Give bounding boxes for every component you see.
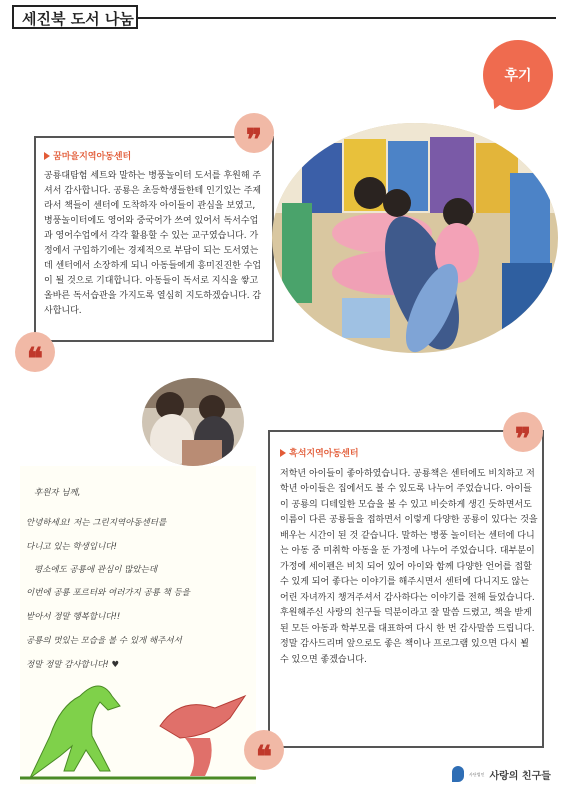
- review-badge: 후기: [483, 40, 553, 110]
- letter-line: 정말 정말 감사합니다! ♥: [26, 660, 120, 670]
- page-title: 세진북 도서 나눔: [12, 5, 138, 29]
- review-text-1: [44, 150, 266, 319]
- review-text-2: [280, 447, 538, 668]
- letter-line: 다니고 있는 학생입니다!: [26, 542, 117, 552]
- brand-text: 사랑의 친구들: [489, 770, 551, 782]
- letter-line: 평소에도 공룡에 관심이 많았는데: [34, 565, 158, 575]
- quote-close-icon: ❞: [234, 113, 274, 153]
- brand-logo: [452, 766, 551, 782]
- handwritten-letter: [20, 466, 256, 784]
- kids-table-photo: [142, 378, 244, 466]
- quote-open-icon: ❝: [15, 332, 55, 372]
- section-body-1: 공룡대탐험 세트와 말하는 병풍놀이터 도서를 후원해 주셔서 감사합니다. 공룡은 초등학생들한테 인기있는 주제라서 책들이 센터에 도착하자 아이들이 관심을 보였고, 병풍놀이터에도 영어와 중국어가 쓰여 있어서 독서수업과 영어수업에서 각각 활용할 수 있는 교구였습니다. 가정에서 구입하기에는 경제적으로 부담이 되는 도서였는데 센터에서 소장하게 되니 아동들에게 흥미진진한 수업이 될 것으로 기대합니다. 아동들이 독서로 지식을 쌓고 올바른 독서습관을 가지도록 열심히 지도하겠습니다. 감사합니다.: [44, 171, 262, 316]
- heart-logo-icon: [452, 766, 464, 782]
- section-title-2: [280, 447, 538, 463]
- section-title-1: [44, 150, 266, 165]
- letter-line: 안녕하세요! 저는 그린지역아동센터를: [26, 518, 167, 528]
- letter-line: 받아서 정말 행복합니다!!: [26, 612, 121, 622]
- children-reading-photo: [272, 123, 558, 353]
- letter-line: 이번에 공룡 포르터와 여러가지 공룡 책 등을: [26, 588, 191, 598]
- letter-line: 공룡의 멋있는 모습을 볼 수 있게 해주셔서: [26, 636, 182, 646]
- quote-close-icon: ❞: [503, 412, 543, 452]
- triangle-icon: [44, 152, 50, 160]
- brand-small-text: 사단법인: [469, 771, 485, 777]
- quote-open-icon: ❝: [244, 730, 284, 770]
- dinosaur-drawing: [20, 666, 256, 784]
- section-title-2-text: 흑석지역아동센터: [289, 449, 359, 459]
- letter-line: 후원자 님께,: [34, 488, 81, 498]
- triangle-icon: [280, 449, 286, 457]
- section-title-1-text: 꿈마을지역아동센터: [53, 152, 132, 162]
- section-body-2: 저학년 아이들이 좋아하였습니다. 공룡책은 센터에도 비치하고 저학년 아이들은 집에서도 볼 수 있도록 나누어 주었습니다. 아이들이 공룡의 디테일한 모습을 볼 수 있고 비슷하게 생긴 듯하면서도 이름이 다른 공룡들을 접하면서 이렇게 다양한 공룡이 있다는 것을 배우는 시간이 된 것 같습니다. 말하는 병풍 놀이터는 센터에 다니는 아동 중 미취학 아동을 둔 가정에 나누어 주었습니다. 대부분이 가정에 세이펜은 비치 되어 있어 아이와 함께 다양한 언어를 접할 수 있게 되어 좋다는 이야기를 해주시면서 센터에 다니지도 않는 어린 자녀까지 챙겨주셔서 감사하다는 이야기를 전해 들었습니다. 후원해주신 사랑의 친구들 덕분이라고 잘 말씀 드렸고, 책을 받게 된 모든 아동과 학부모를 대표하여 다시 한 번 감사말씀 드립니다. 정말 감사드리며 앞으로도 좋은 책이나 프로그램 있으면 다시 뵐 수 있으면 좋겠습니다.: [280, 468, 538, 665]
- header-divider: [138, 17, 556, 19]
